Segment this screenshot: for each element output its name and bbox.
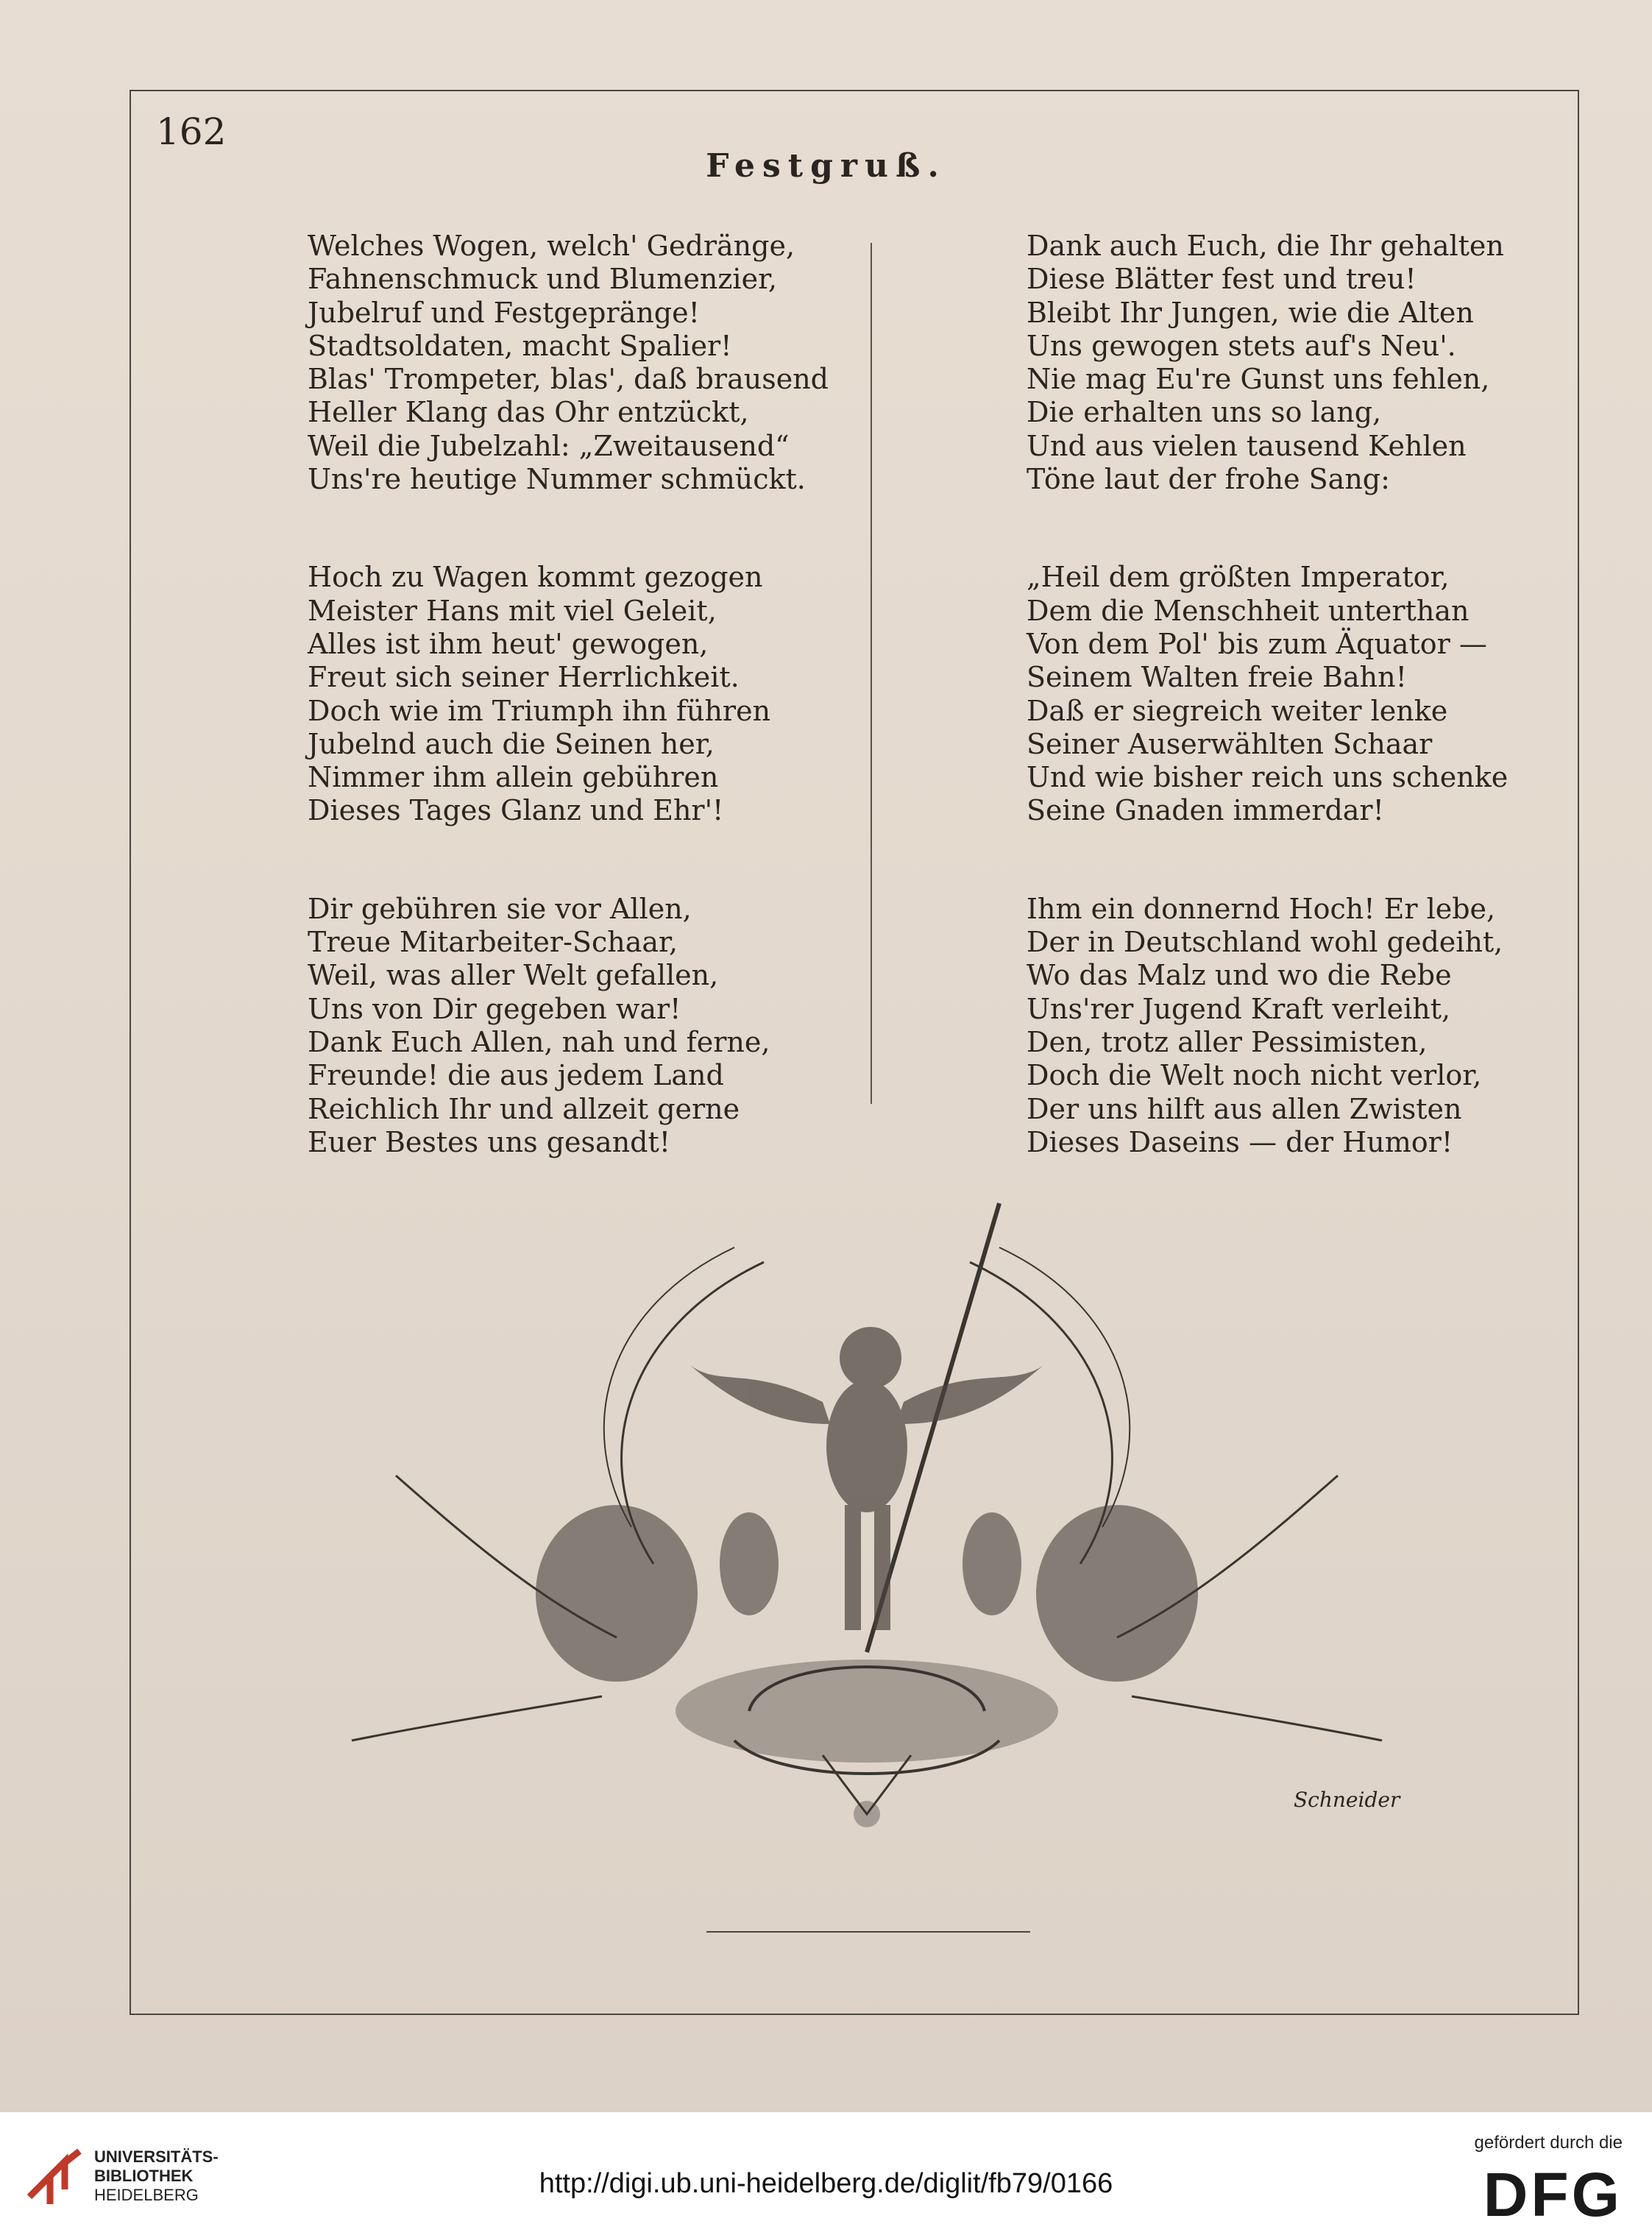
poem-line: Jubelnd auch die Seinen her, — [308, 727, 715, 760]
poem-line: Ihm ein donnernd Hoch! Er lebe, — [1027, 892, 1496, 925]
poem-line: Diese Blätter fest und treu! — [1027, 263, 1417, 296]
digitization-footer — [0, 2112, 1652, 2238]
poem-line: Seinem Walten freie Bahn! — [1027, 661, 1407, 694]
poem-line: Wo das Malz und wo die Rebe — [1027, 959, 1452, 992]
poem-line: Uns gewogen stets auf's Neu'. — [1027, 329, 1456, 362]
institution-line-2: BIBLIOTHEK — [94, 2167, 194, 2185]
bottom-rule — [706, 1931, 1030, 1933]
stanza-right-1 — [1027, 230, 1556, 496]
poem-line: Dem die Menschheit unterthan — [1027, 594, 1470, 627]
poem-line: Euer Bestes uns gesandt! — [308, 1125, 671, 1158]
poem-line: Freunde! die aus jedem Land — [308, 1059, 724, 1092]
poem-line: Weil die Jubelzahl: „Zweitausend“ — [308, 429, 790, 462]
poem-line: Bleibt Ihr Jungen, wie die Alten — [1027, 296, 1474, 329]
poem-line: Doch die Welt noch nicht verlor, — [1027, 1059, 1482, 1092]
poem-line: Dieses Tages Glanz und Ehr'! — [308, 794, 724, 827]
poem-line: Uns'rer Jugend Kraft verleiht, — [1027, 992, 1451, 1025]
poem-line: Fahnenschmuck und Blumenzier, — [308, 263, 778, 296]
poem-line: Den, trotz aller Pessimisten, — [1027, 1025, 1428, 1058]
poem-line: Die erhalten uns so lang, — [1027, 396, 1382, 429]
artist-signature: Schneider — [1294, 1788, 1400, 1812]
poem-line: Der in Deutschland wohl gedeiht, — [1027, 926, 1503, 959]
institution-line-3: HEIDELBERG — [94, 2186, 199, 2204]
poem-line: Dank auch Euch, die Ihr gehalten — [1027, 230, 1504, 262]
poem-line: Reichlich Ihr und allzeit gerne — [308, 1092, 740, 1125]
poem-line: „Heil dem größten Imperator, — [1027, 561, 1450, 594]
stanza-left-2 — [308, 561, 837, 827]
poem-line: Von dem Pol' bis zum Äquator — — [1027, 627, 1487, 660]
page-number: 162 — [156, 110, 227, 153]
poem-line: Alles ist ihm heut' gewogen, — [308, 627, 709, 660]
permalink-url[interactable]: http://digi.ub.uni-heidelberg.de/diglit/fb79/0166 — [539, 2168, 1113, 2199]
column-divider — [871, 243, 872, 1104]
poem-column-right — [1027, 230, 1556, 1224]
poem-line: Meister Hans mit viel Geleit, — [308, 594, 717, 627]
poem-line: Jubelruf und Festgepränge! — [308, 296, 700, 329]
poem-line: Und aus vielen tausend Kehlen — [1027, 429, 1467, 462]
poem-line: Dank Euch Allen, nah und ferne, — [308, 1025, 770, 1058]
cherub-vignette-illustration — [308, 1181, 1426, 1851]
poem-line: Der uns hilft aus allen Zwisten — [1027, 1092, 1462, 1125]
stanza-left-3 — [308, 893, 837, 1159]
poem-line: Dieses Daseins — der Humor! — [1027, 1125, 1453, 1158]
poem-line: Treue Mitarbeiter-Schaar, — [308, 926, 678, 959]
stanza-left-1 — [308, 230, 837, 496]
poem-line: Nimmer ihm allein gebühren — [308, 761, 719, 794]
stanza-right-3 — [1027, 893, 1556, 1159]
poem-line: Dir gebühren sie vor Allen, — [308, 892, 692, 925]
poem-line: Freut sich seiner Herrlichkeit. — [308, 661, 740, 694]
poem-line: Doch wie im Triumph ihn führen — [308, 694, 771, 727]
poem-line: Uns von Dir gegeben war! — [308, 992, 681, 1025]
poem-line: Seine Gnaden immerdar! — [1027, 794, 1384, 827]
poem-line: Seiner Auserwählten Schaar — [1027, 727, 1433, 760]
institution-line-1: UNIVERSITÄTS- — [94, 2147, 219, 2166]
poem-line: Heller Klang das Ohr entzückt, — [308, 396, 749, 429]
poem-line: Uns're heutige Nummer schmückt. — [308, 463, 806, 496]
dfg-logo: DFG — [1483, 2160, 1623, 2229]
poem-line: Stadtsoldaten, macht Spalier! — [308, 329, 732, 362]
poem-line: Weil, was aller Welt gefallen, — [308, 959, 719, 992]
funding-note: gefördert durch die — [1474, 2133, 1623, 2153]
poem-column-left — [308, 230, 837, 1224]
poem-line: Daß er siegreich weiter lenke — [1027, 694, 1448, 727]
poem-line: Blas' Trompeter, blas', daß brausend — [308, 363, 829, 396]
poem-line: Und wie bisher reich uns schenke — [1027, 761, 1509, 794]
page-title: Festgruß. — [706, 147, 946, 185]
poem-line: Nie mag Eu're Gunst uns fehlen, — [1027, 363, 1490, 396]
poem-line: Welches Wogen, welch' Gedränge, — [308, 230, 795, 262]
poem-line: Hoch zu Wagen kommt gezogen — [308, 561, 763, 594]
poem-line: Töne laut der frohe Sang: — [1027, 463, 1390, 496]
stanza-right-2 — [1027, 561, 1556, 827]
